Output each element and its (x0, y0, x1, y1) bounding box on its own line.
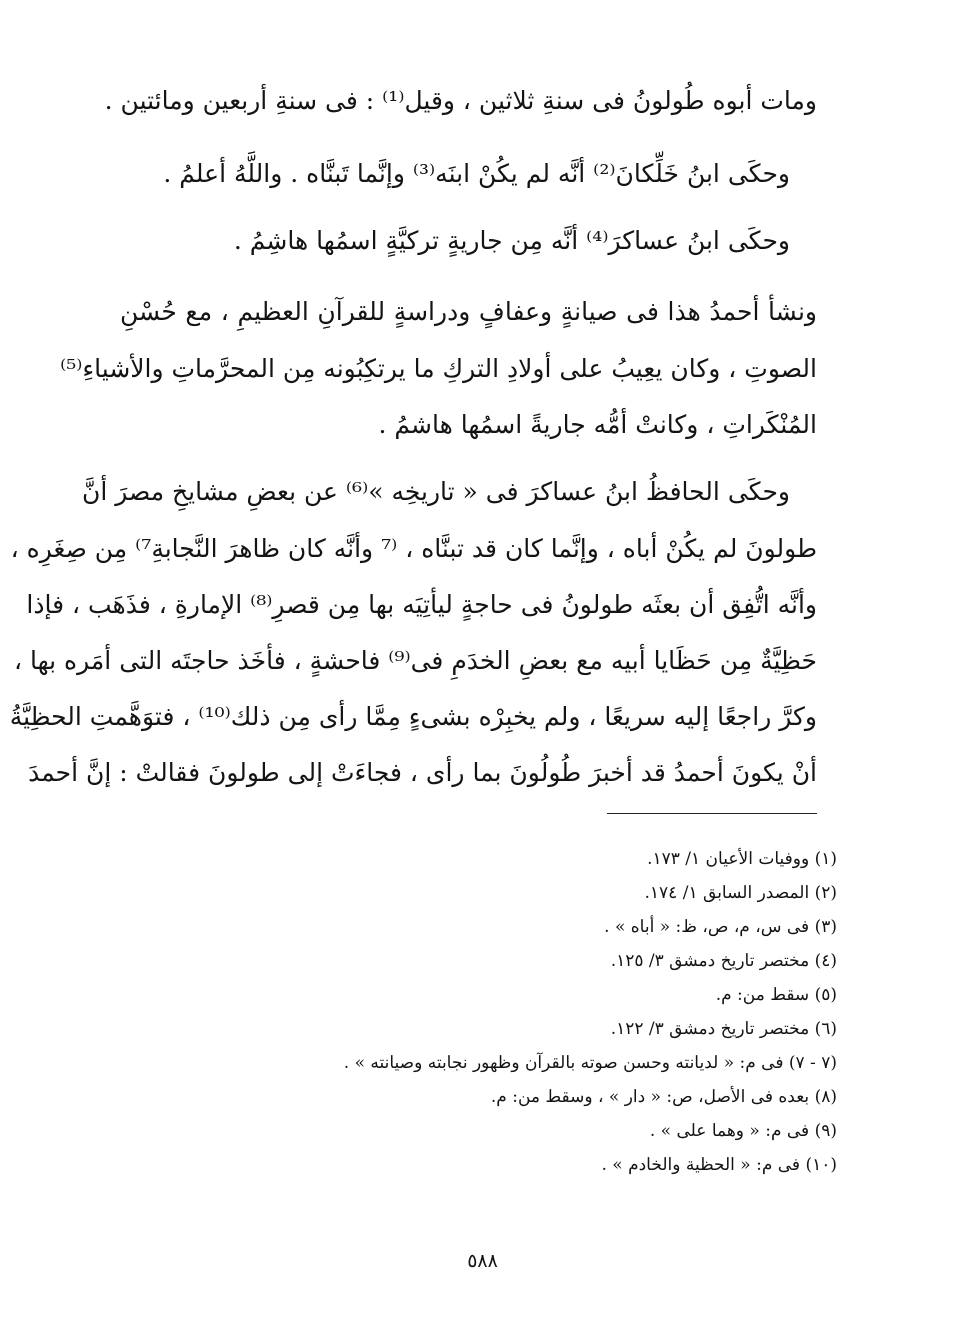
body-line-3: وحكَى ابنُ عساكرَ⁽⁴⁾ أنَّه مِن جاريةٍ تركيَّةٍ اسمُها هاشِمُ . (233, 226, 790, 255)
footnote-divider (607, 813, 817, 814)
footnote-5: (٥) سقط من: م. (715, 985, 837, 1005)
footnote-3: (٣) فى س، م، ص، ظ: « أباه » . (604, 917, 837, 937)
footnote-4: (٤) مختصر تاريخ دمشق ٣/ ١٢٥. (610, 951, 837, 971)
body-line-5: الصوتِ ، وكان يعِيبُ على أولادِ التركِ ما يرتكِبُونه مِن المحرَّماتِ والأشياءِ⁽⁵⁾ (60, 354, 817, 383)
body-line-10: حَظِيَّةٌ مِن حَظَايا أبيه مع بعضِ الخدَمِ فى⁽⁹⁾ فاحشةٍ ، فأخَذ حاجتَه التى أمَره بها ، (13, 646, 817, 675)
body-line-11: وكرَّ راجعًا إليه سريعًا ، ولم يخبِرْه بشىءٍ مِمَّا رأى مِن ذلك⁽¹⁰⁾ ، فتوَهَّمتِ الحظِيَّةُ (9, 702, 817, 731)
footnote-1: (١) ووفيات الأعيان ١/ ١٧٣. (647, 849, 837, 869)
body-line-4: ونشأ أحمدُ هذا فى صيانةٍ وعفافٍ ودراسةٍ للقرآنِ العظيمِ ، مع حُسْنِ (120, 297, 817, 326)
page-number: ٥٨٨ (467, 1250, 498, 1272)
footnote-7: (٧ - ٧) فى م: « لديانته وحسن صوته بالقرآن وظهور نجابته وصيانته » . (343, 1053, 837, 1073)
footnote-8: (٨) بعده فى الأصل، ص: « دار » ، وسقط من: م. (490, 1087, 837, 1107)
footnote-2: (٢) المصدر السابق ١/ ١٧٤. (644, 883, 837, 903)
body-line-8: طولونَ لم يكُنْ أباه ، وإنَّما كان قد تبنَّاه ، ⁽⁷ وأنَّه كان ظاهرَ النَّجابةِ⁷⁾ مِن صِغَرِه ، (10, 534, 817, 563)
body-line-9: وأنَّه اتُّفِق أن بعثَه طولونُ فى حاجةٍ ليأتِيَه بها مِن قصرِ⁽⁸⁾ الإمارةِ ، فذَهَب ، فإذا (26, 590, 817, 619)
body-line-1: ومات أبوه طُولونُ فى سنةِ ثلاثين ، وقيل⁽¹⁾ : فى سنةِ أربعين ومائتين . (104, 86, 817, 115)
footnote-6: (٦) مختصر تاريخ دمشق ٣/ ١٢٢. (610, 1019, 837, 1039)
body-line-6: المُنْكَراتِ ، وكانتْ أمُّه جاريةً اسمُها هاشمُ . (378, 410, 817, 439)
footnote-10: (١٠) فى م: « الحظية والخادم » . (601, 1155, 837, 1175)
body-line-7: وحكَى الحافظُ ابنُ عساكرَ فى « تاريخِه »⁽⁶⁾ عن بعضِ مشايخِ مصرَ أنَّ (81, 477, 790, 506)
footnote-9: (٩) فى م: « وهما على » . (649, 1121, 837, 1141)
body-line-2: وحكَى ابنُ خَلِّكانَ⁽²⁾ أنَّه لم يكُنْ ابنَه⁽³⁾ وإنَّما تَبنَّاه . واللَّهُ أعلمُ . (163, 159, 790, 188)
body-line-12: أنْ يكونَ أحمدُ قد أخبرَ طُولُونَ بما رأى ، فجاءَتْ إلى طولونَ فقالتْ : إنَّ أحمدَ (28, 758, 817, 787)
